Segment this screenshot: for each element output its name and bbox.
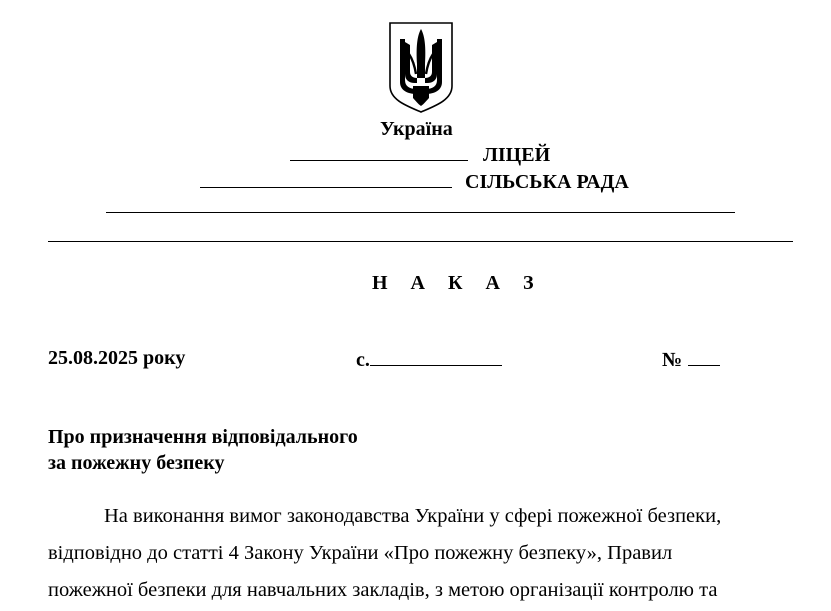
- number-prefix: №: [662, 349, 683, 371]
- subject-line: Про призначення відповідального: [48, 426, 358, 448]
- order-number: [662, 345, 720, 373]
- place-prefix: с.: [356, 349, 370, 371]
- council-name: СІЛЬСЬКА РАДА: [465, 171, 629, 193]
- order-date: 25.08.2025 року: [48, 347, 186, 369]
- body-line: пожежної безпеки для навчальних закладів, з метою організації контролю та: [48, 579, 718, 601]
- institution-blank: [290, 142, 468, 161]
- order-subject: [48, 424, 358, 476]
- institution-name: ЛІЦЕЙ: [483, 144, 551, 166]
- place-blank: [370, 345, 502, 366]
- council-blank: [200, 169, 452, 188]
- body-line: На виконання вимог законодавства України у сфері пожежної безпеки,: [104, 505, 722, 527]
- institution-line: [290, 142, 550, 168]
- header-divider: [48, 241, 793, 242]
- number-blank: [688, 345, 720, 366]
- order-place: [356, 345, 502, 373]
- order-title: Н А К А З: [372, 272, 543, 294]
- council-line: [200, 169, 629, 195]
- country-name: Україна: [380, 118, 453, 140]
- body-line: відповідно до статті 4 Закону України «Про пожежну безпеку», Правил: [48, 542, 673, 564]
- header-blank-rule: [106, 212, 735, 213]
- subject-line: за пожежну безпеку: [48, 452, 225, 474]
- body-paragraph: [48, 498, 788, 609]
- trident-emblem-icon: [387, 20, 455, 114]
